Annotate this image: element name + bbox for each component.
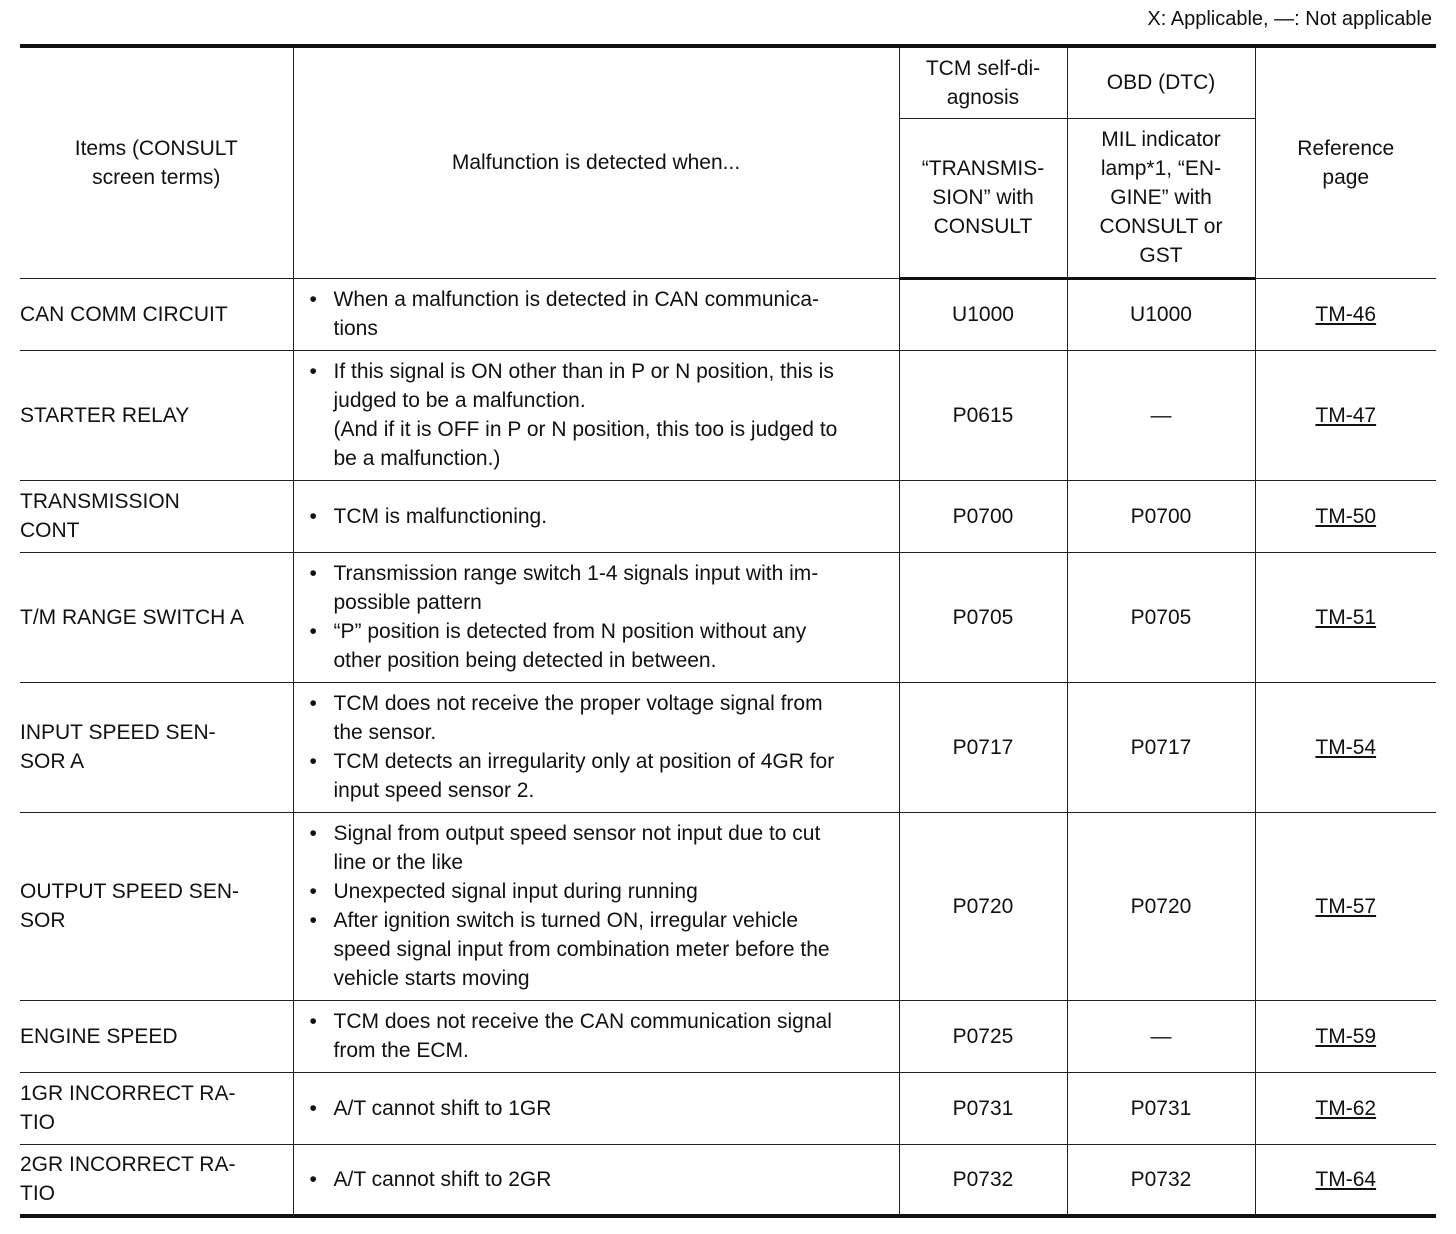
tcm-dtc-code: P0720 <box>899 812 1067 1000</box>
table-row <box>20 278 1436 350</box>
reference-page-link[interactable]: TM-54 <box>1315 735 1377 759</box>
item-name: CAN COMM CIRCUIT <box>20 278 293 350</box>
reference-cell <box>1255 812 1436 1000</box>
reference-page-link[interactable]: TM-46 <box>1315 302 1377 326</box>
condition-bullet: • After ignition switch is turned ON, irregular vehicle speed signal input from combination meter before the vehicle starts moving <box>334 906 889 993</box>
tcm-dtc-code: P0732 <box>899 1144 1067 1216</box>
malfunction-condition <box>293 278 899 350</box>
condition-bullet: • TCM does not receive the CAN communication signal from the ECM. <box>334 1007 889 1065</box>
header-reference-page: Reference page <box>1255 46 1436 278</box>
condition-bullet: • A/T cannot shift to 2GR <box>334 1165 889 1194</box>
obd-dtc-code: — <box>1067 1000 1255 1072</box>
dtc-table <box>20 44 1436 1218</box>
header-malfunction: Malfunction is detected when... <box>293 46 899 278</box>
condition-bullet: • Signal from output speed sensor not input due to cut line or the like <box>334 819 889 877</box>
condition-bullet: • TCM does not receive the proper voltage signal from the sensor. <box>334 689 889 747</box>
reference-cell <box>1255 1000 1436 1072</box>
condition-bullet: • Transmission range switch 1-4 signals input with im- possible pattern <box>334 559 889 617</box>
malfunction-condition <box>293 350 899 480</box>
header-obd-mil: MIL indicator lamp*1, “EN- GINE” with CONSULT or GST <box>1067 118 1255 278</box>
obd-dtc-code: P0717 <box>1067 682 1255 812</box>
item-name: T/M RANGE SWITCH A <box>20 552 293 682</box>
reference-page-link[interactable]: TM-50 <box>1315 504 1377 528</box>
condition-bullet: • TCM is malfunctioning. <box>334 502 889 531</box>
item-name: INPUT SPEED SEN- SOR A <box>20 682 293 812</box>
reference-page-link[interactable]: TM-62 <box>1315 1096 1377 1120</box>
reference-page-link[interactable]: TM-47 <box>1315 403 1377 427</box>
header-obd-dtc: OBD (DTC) <box>1067 46 1255 118</box>
malfunction-condition <box>293 682 899 812</box>
table-body <box>20 278 1436 1216</box>
table-row <box>20 1000 1436 1072</box>
condition-bullet: • TCM detects an irregularity only at position of 4GR for input speed sensor 2. <box>334 747 889 805</box>
reference-cell <box>1255 278 1436 350</box>
condition-bullet: • When a malfunction is detected in CAN communica- tions <box>334 285 889 343</box>
obd-dtc-code: P0700 <box>1067 480 1255 552</box>
malfunction-condition <box>293 1144 899 1216</box>
reference-cell <box>1255 480 1436 552</box>
legend-note: X: Applicable, —: Not applicable <box>1147 8 1432 30</box>
reference-page-link[interactable]: TM-57 <box>1315 894 1377 918</box>
item-name: OUTPUT SPEED SEN- SOR <box>20 812 293 1000</box>
obd-dtc-code: — <box>1067 350 1255 480</box>
reference-cell <box>1255 552 1436 682</box>
item-name: 1GR INCORRECT RA- TIO <box>20 1072 293 1144</box>
table-row <box>20 682 1436 812</box>
table-row <box>20 350 1436 480</box>
obd-dtc-code: P0732 <box>1067 1144 1255 1216</box>
reference-page-link[interactable]: TM-51 <box>1315 605 1377 629</box>
tcm-dtc-code: P0615 <box>899 350 1067 480</box>
table-header <box>20 46 1436 278</box>
tcm-dtc-code: P0700 <box>899 480 1067 552</box>
reference-cell <box>1255 682 1436 812</box>
header-items: Items (CONSULT screen terms) <box>20 46 293 278</box>
item-name: ENGINE SPEED <box>20 1000 293 1072</box>
item-name: TRANSMISSION CONT <box>20 480 293 552</box>
condition-bullet: • “P” position is detected from N position without any other position being detected in between. <box>334 617 889 675</box>
reference-page-link[interactable]: TM-59 <box>1315 1024 1377 1048</box>
table-row <box>20 480 1436 552</box>
malfunction-condition <box>293 1000 899 1072</box>
obd-dtc-code: P0705 <box>1067 552 1255 682</box>
item-name: 2GR INCORRECT RA- TIO <box>20 1144 293 1216</box>
malfunction-condition <box>293 812 899 1000</box>
condition-bullet: • If this signal is ON other than in P or N position, this is judged to be a malfunction. (And if it is OFF in P or N position, this too is judged to be a malfunction.) <box>334 357 889 473</box>
table-row <box>20 812 1436 1000</box>
tcm-dtc-code: P0705 <box>899 552 1067 682</box>
item-name: STARTER RELAY <box>20 350 293 480</box>
table-row <box>20 552 1436 682</box>
reference-cell <box>1255 1072 1436 1144</box>
tcm-dtc-code: P0717 <box>899 682 1067 812</box>
tcm-dtc-code: P0731 <box>899 1072 1067 1144</box>
tcm-dtc-code: P0725 <box>899 1000 1067 1072</box>
tcm-dtc-code: U1000 <box>899 278 1067 350</box>
obd-dtc-code: P0731 <box>1067 1072 1255 1144</box>
malfunction-condition <box>293 552 899 682</box>
reference-cell <box>1255 350 1436 480</box>
condition-bullet: • Unexpected signal input during running <box>334 877 889 906</box>
header-tcm-consult: “TRANSMIS- SION” with CONSULT <box>899 118 1067 278</box>
malfunction-condition <box>293 1072 899 1144</box>
table-row <box>20 1144 1436 1216</box>
reference-page-link[interactable]: TM-64 <box>1315 1167 1377 1191</box>
obd-dtc-code: P0720 <box>1067 812 1255 1000</box>
condition-bullet: • A/T cannot shift to 1GR <box>334 1094 889 1123</box>
header-tcm-self-diagnosis: TCM self-di- agnosis <box>899 46 1067 118</box>
table-row <box>20 1072 1436 1144</box>
reference-cell <box>1255 1144 1436 1216</box>
malfunction-condition <box>293 480 899 552</box>
obd-dtc-code: U1000 <box>1067 278 1255 350</box>
